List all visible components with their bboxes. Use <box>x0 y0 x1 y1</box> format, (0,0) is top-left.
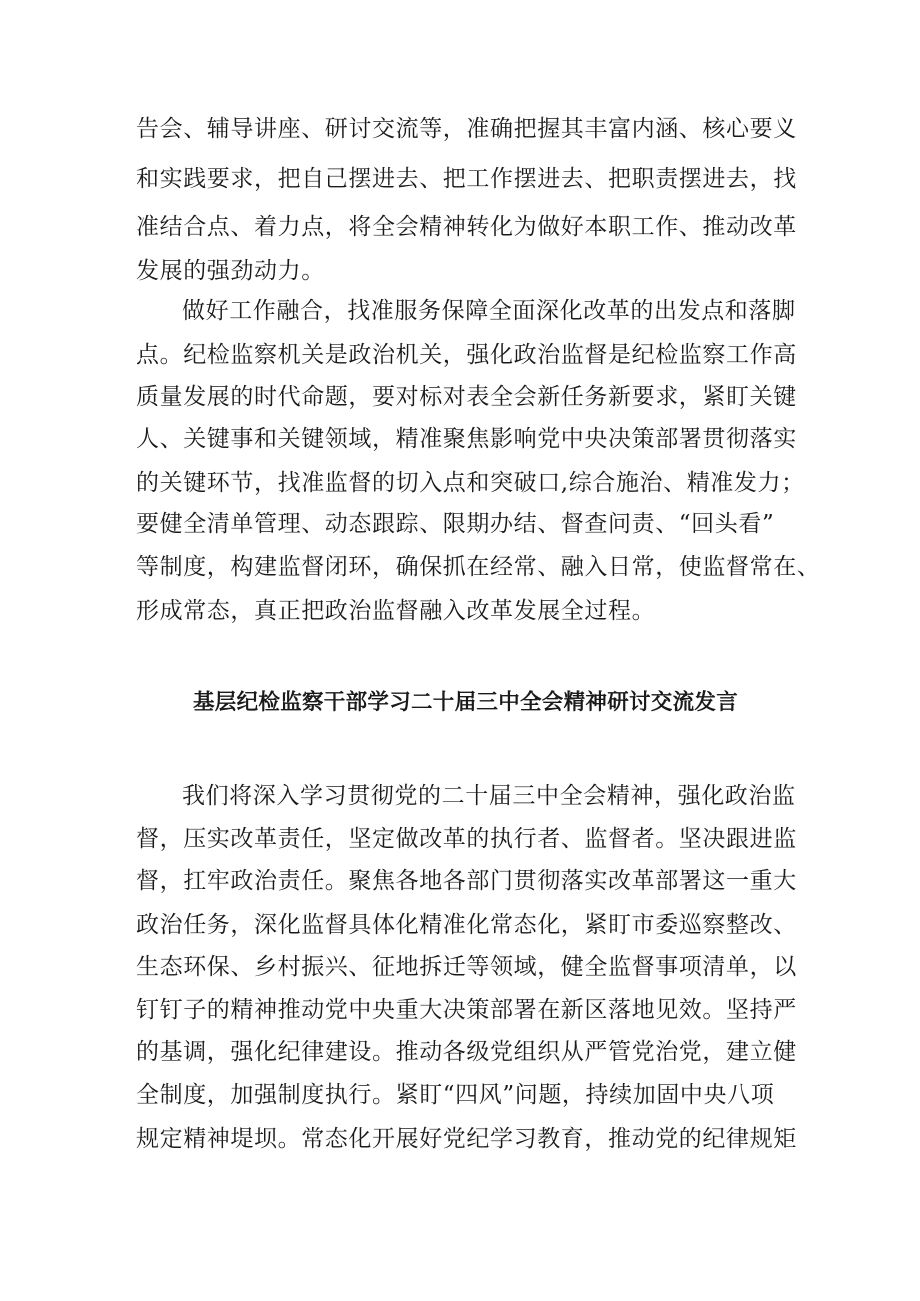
text-line: 人、关键事和关键领域，精准聚焦影响党中央决策部署贯彻落实 <box>136 426 797 452</box>
text-line: 等制度，构建监督闭环，确保抓在经常、融入日常，使监督常在、 <box>136 554 821 580</box>
text-line: 要健全清单管理、动态跟踪、限期办结、督查问责、“回头看” <box>136 511 775 537</box>
text-line: 钉钉子的精神推动党中央重大决策部署在新区落地见效。坚持严 <box>136 997 797 1023</box>
text-line: 形成常态，真正把政治监督融入改革发展全过程。 <box>136 598 656 624</box>
text-line: 发展的强劲动力。 <box>136 258 325 284</box>
text-line: 督，压实改革责任，坚定做改革的执行者、监督者。坚决跟进监 <box>136 826 797 852</box>
text-line: 生态环保、乡村振兴、征地拆迁等领域，健全监督事项清单，以 <box>136 954 797 980</box>
text-line: 全制度，加强制度执行。紧盯“四风”问题，持续加固中央八项 <box>136 1082 775 1108</box>
text-line: 我们将深入学习贯彻党的二十届三中全会精神，强化政治监 <box>182 783 796 809</box>
section-title: 基层纪检监察干部学习二十届三中全会精神研讨交流发言 <box>193 690 739 715</box>
text-line: 告会、辅导讲座、研讨交流等，准确把握其丰富内涵、核心要义 <box>136 116 797 142</box>
text-line: 质量发展的时代命题，要对标对表全会新任务新要求，紧盯关键 <box>136 384 797 410</box>
text-line: 督，扛牢政治责任。聚焦各地各部门贯彻落实改革部署这一重大 <box>136 868 797 894</box>
text-line: 规定精神堤坝。常态化开展好党纪学习教育，推动党的纪律规矩 <box>136 1126 797 1152</box>
text-line: 点。纪检监察机关是政治机关，强化政治监督是纪检监察工作高 <box>136 342 797 368</box>
text-line: 准结合点、着力点，将全会精神转化为做好本职工作、推动改革 <box>136 214 797 240</box>
text-line: 政治任务，深化监督具体化精准化常态化，紧盯市委巡察整改、 <box>136 912 797 938</box>
text-line: 做好工作融合，找准服务保障全面深化改革的出发点和落脚 <box>182 298 796 324</box>
text-line: 和实践要求，把自己摆进去、把工作摆进去、把职责摆进去，找 <box>136 166 797 192</box>
text-line: 的关键环节，找准监督的切入点和突破口,综合施治、精准发力； <box>136 470 805 496</box>
text-line: 的基调，强化纪律建设。推动各级党组织从严管党治党，建立健 <box>136 1039 797 1065</box>
